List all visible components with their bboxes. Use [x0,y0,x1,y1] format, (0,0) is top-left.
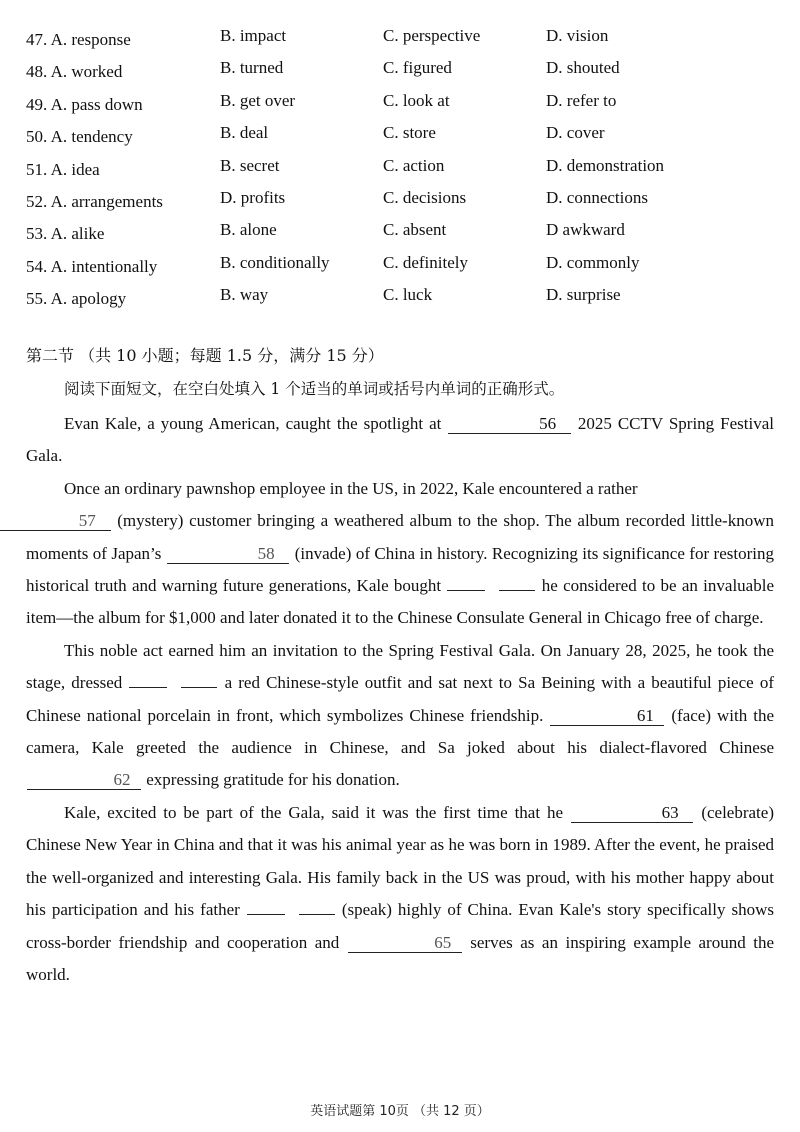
passage-text: Evan Kale, a young American, caught the spotlight at [64,414,448,433]
option-a-text: A. response [50,30,131,49]
question-row-53 [26,220,786,252]
question-number: 51. [26,159,48,179]
option-a [26,127,133,147]
question-number: 49. [26,94,48,114]
option-a [26,160,100,180]
blank-number: 61 [636,705,654,725]
blank-number: 57 [78,511,96,531]
question-row-55 [26,285,786,317]
question-number: 53. [26,224,48,244]
option-d: D. surprise [546,285,621,305]
option-a [26,257,157,277]
blank-number: 63 [661,802,679,822]
blank-63[interactable] [571,804,694,823]
question-number: 52. [26,191,48,211]
option-d: D. shouted [546,58,620,78]
question-row-49 [26,91,786,123]
option-c: C. look at [383,90,450,110]
passage-text: Kale, excited to be part of the Gala, said it was the first time that he [64,802,570,822]
question-number: 55. [26,289,48,309]
question-row-50 [26,123,786,155]
question-row-48 [26,58,786,90]
option-a [26,62,122,82]
option-b: B. impact [220,26,287,45]
question-number: 48. [26,62,48,82]
passage-text: serves as an inspiring example around the world. [26,932,774,984]
blank-57[interactable] [0,512,111,531]
option-a [26,224,104,244]
passage-text: (face) with the camera, Kale greeted the audience in Chinese, and Sa joked about his dialect-flavored Chinese [26,705,774,758]
blank-62[interactable] [27,771,141,790]
option-c: C. perspective [383,26,481,45]
blank-56[interactable] [448,415,571,434]
option-b: B. deal [220,123,269,143]
passage-text: 2025 CCTV Spring Festival Gala. [26,414,774,466]
page-footer: 英语试题第 10页 （共 12 页） [310,1104,490,1119]
option-a [26,30,131,50]
option-c: C. luck [383,285,433,305]
option-d: D. connections [546,187,648,207]
blank-59[interactable] [447,590,485,591]
passage-text: (celebrate) Chinese New Year in China and that it was his animal year as he was born in 1989. After the event, he praised the well-organized and interesting Gala. His family back in the US was proud, with his mother happy about his participation and his father [26,802,774,920]
option-a-text: A. apology [50,289,127,309]
option-a-text: A. pass down [50,94,143,114]
option-a-text: A. intentionally [50,256,158,276]
passage-text: (invade) of China in history. Recognizing its significance for restoring historical truth and warning future generations, Kale bought [26,543,774,596]
question-number: 47. [26,30,48,49]
blank-number: 58 [257,543,275,563]
blank-number: 56 [539,414,557,433]
paragraph-1 [26,408,774,473]
option-a [26,192,163,212]
option-a [26,289,126,309]
section-instruction: 阅读下面短文，在空白处填入 1 个适当的单词或括号内单词的正确形式。 [64,380,565,398]
option-c: C. action [383,155,445,175]
passage-text: a red Chinese-style outfit and sat next to Sa Beining with a beautiful piece of Chinese national porcelain in front, which symbolizes Chinese friendship. [26,673,774,725]
option-a-text: A. alike [50,224,105,244]
option-a [26,95,143,115]
question-row-52 [26,188,786,220]
blank-60-second[interactable] [181,687,217,688]
option-b: B. turned [220,58,284,78]
option-b: B. secret [220,155,280,175]
option-c: C. figured [383,58,452,78]
option-d: D. demonstration [546,155,665,175]
option-b: B. way [220,285,269,305]
passage-text: Once an ordinary pawnshop employee in the US, in 2022, Kale encountered a rather [64,478,638,498]
blank-64[interactable] [247,914,285,915]
option-c: C. decisions [383,187,467,207]
blank-58[interactable] [167,545,290,564]
option-a-text: A. worked [50,62,123,82]
passage-text: expressing gratitude for his donation. [142,770,400,790]
blank-65[interactable] [348,934,462,953]
option-b: B. alone [220,220,277,240]
passage-text: he considered to be an invaluable item—the album for $1,000 and later donated it to the Chinese Consulate General in Chicago free of charge. [26,576,774,628]
question-number: 50. [26,127,48,147]
blank-60[interactable] [129,687,167,688]
option-a-text: A. tendency [50,127,133,147]
passage-text: (mystery) customer bringing a weathered album to the shop. The album recorded little-known moments of Japan’s [26,511,774,563]
option-a-text: A. arrangements [50,191,163,211]
section-title: 第二节 （共 10 小题；每题 1.5 分，满分 15 分） [26,346,384,365]
option-b: D. profits [220,187,286,207]
passage-text: (speak) highly of China. Evan Kale's story specifically shows cross-border friendship and cooperation and [26,900,774,952]
option-c: C. definitely [383,252,468,272]
option-d: D awkward [546,220,625,240]
option-c: C. absent [383,220,447,240]
option-b: B. conditionally [220,252,330,272]
option-d: D. cover [546,123,605,143]
option-d: D. vision [546,26,609,45]
blank-number: 65 [434,932,452,952]
multiple-choice-options [26,26,786,318]
paragraph-4 [26,797,774,991]
question-row-51 [26,156,786,188]
paragraph-2 [26,473,774,635]
question-row-54 [26,253,786,285]
reading-passage [26,408,774,991]
paragraph-3 [26,635,774,797]
option-d: D. commonly [546,252,640,272]
blank-61[interactable] [550,707,664,726]
blank-64-second[interactable] [299,914,335,915]
option-b: B. get over [220,90,296,110]
passage-text: This noble act earned him an invitation to the Spring Festival Gala. On January 28, 2025, he took the stage, dressed [26,640,774,693]
option-d: D. refer to [546,90,617,110]
option-a-text: A. idea [50,159,100,179]
question-row-47 [26,26,786,58]
blank-59-second[interactable] [499,590,535,591]
question-number: 54. [26,256,48,276]
option-c: C. store [383,123,436,143]
blank-number: 62 [113,770,131,790]
